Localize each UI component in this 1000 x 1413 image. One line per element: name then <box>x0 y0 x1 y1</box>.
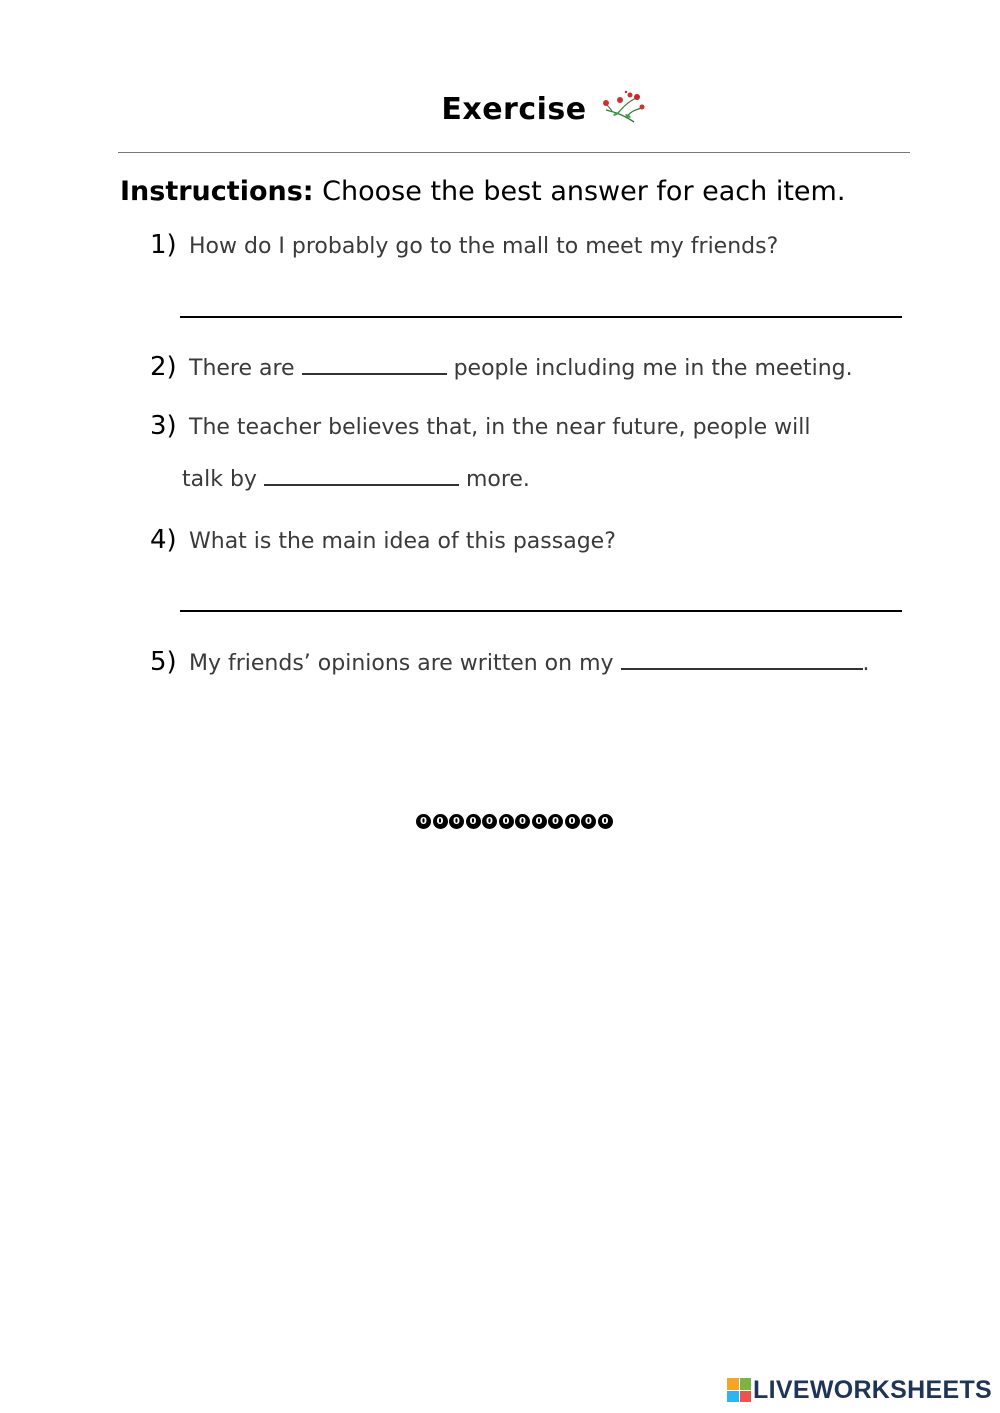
question-text-line1: The teacher believes that, in the near future, people will <box>189 415 811 440</box>
liveworksheets-logo <box>727 1375 992 1405</box>
dot-glyph: 0 <box>416 814 431 829</box>
dot-divider <box>416 814 613 832</box>
dot-glyph: 0 <box>499 814 514 829</box>
answer-blank-2[interactable] <box>302 355 447 375</box>
answer-blank-5[interactable] <box>621 650 863 670</box>
dot-glyph: 0 <box>548 814 563 829</box>
instructions-text: Choose the best answer for each item. <box>313 176 846 207</box>
question-text-before: There are <box>189 356 295 381</box>
dot-glyph: 0 <box>581 814 596 829</box>
answer-line-4[interactable] <box>180 610 902 612</box>
question-4 <box>150 525 616 555</box>
question-5 <box>150 647 870 677</box>
title-container <box>0 92 1000 127</box>
logo-text: LIVEWORKSHEETS <box>753 1375 992 1404</box>
logo-mark-icon <box>727 1378 751 1402</box>
dot-glyph: 0 <box>466 814 481 829</box>
instructions-label: Instructions: <box>120 176 314 207</box>
answer-line-1[interactable] <box>180 316 902 318</box>
question-number: 1) <box>150 230 177 260</box>
question-text-after: more. <box>465 467 530 492</box>
page-title: Exercise <box>441 92 587 127</box>
question-2 <box>150 352 853 382</box>
question-text-before: My friends’ opinions are written on my <box>189 651 614 676</box>
question-text-after: people including me in the meeting. <box>453 356 853 381</box>
dot-glyph: 0 <box>482 814 497 829</box>
question-number: 2) <box>150 352 177 382</box>
question-text-after: . <box>862 651 870 676</box>
question-3 <box>150 411 810 441</box>
instructions <box>120 176 845 207</box>
question-text: What is the main idea of this passage? <box>189 529 616 554</box>
flower-icon <box>598 88 646 124</box>
dot-glyph: 0 <box>515 814 530 829</box>
question-3-line2 <box>182 466 530 492</box>
dot-glyph: 0 <box>565 814 580 829</box>
question-text: How do I probably go to the mall to meet my friends? <box>189 234 779 259</box>
answer-blank-3[interactable] <box>264 466 459 486</box>
question-1 <box>150 230 778 260</box>
dot-glyph: 0 <box>433 814 448 829</box>
question-number: 4) <box>150 525 177 555</box>
question-number: 3) <box>150 411 177 441</box>
dot-glyph: 0 <box>598 814 613 829</box>
question-text-before: talk by <box>182 467 257 492</box>
title-divider <box>118 152 910 153</box>
dot-glyph: 0 <box>532 814 547 829</box>
question-number: 5) <box>150 647 177 677</box>
dot-glyph: 0 <box>449 814 464 829</box>
